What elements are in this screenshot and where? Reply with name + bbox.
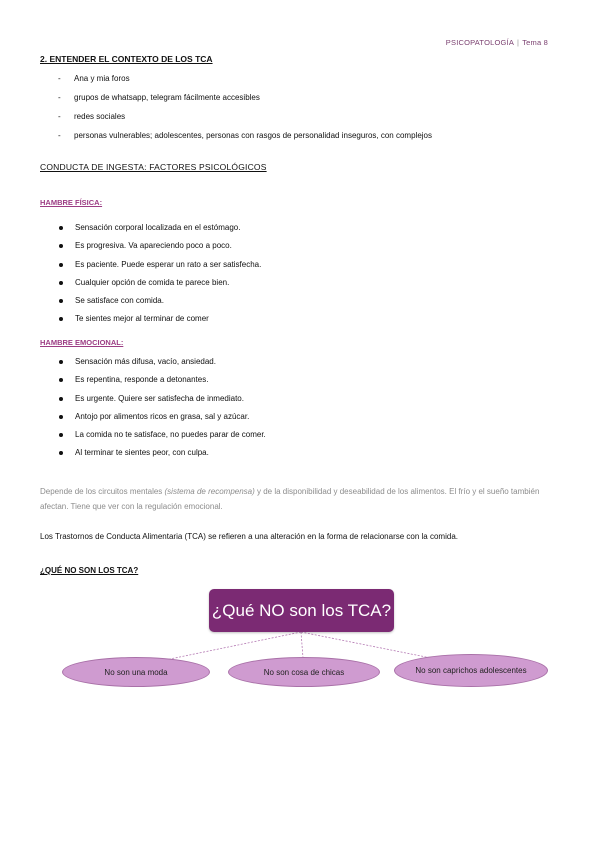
tca-definition: Los Trastornos de Conducta Alimentaria (TCA) se refieren a una alteración en la forma de relacionarse con la comida. — [40, 532, 458, 541]
hambre-emocional-list — [58, 357, 266, 467]
reward-text-end: y de la disponibilidad y deseabilidad de los alimentos. El frío y el sueño también afectan. Tiene que ver con la regulación emocional. — [40, 487, 540, 511]
list-item: - Ana y mia foros — [58, 74, 432, 93]
list-item: - personas vulnerables; adolescentes, personas con rasgos de personalidad inseguros, con complejos — [58, 131, 432, 150]
list-item: - redes sociales — [58, 112, 432, 131]
list-item: Sensación más difusa, vacío, ansiedad. — [58, 357, 266, 375]
section-title: 2. ENTENDER EL CONTEXTO DE LOS TCA — [40, 54, 213, 64]
hambre-fisica-label: HAMBRE FÍSICA: — [40, 198, 103, 207]
que-no-heading: ¿QUÉ NO SON LOS TCA? — [40, 566, 139, 575]
context-list — [58, 74, 432, 150]
hambre-emocional-label: HAMBRE EMOCIONAL: — [40, 338, 124, 347]
list-item: Te sientes mejor al terminar de comer — [58, 314, 261, 332]
diagram-node-caprichos: No son caprichos adolescentes — [394, 654, 548, 687]
list-item: Es repentina, responde a detonantes. — [58, 375, 266, 393]
diagram-node-chicas: No son cosa de chicas — [228, 657, 380, 687]
list-item: La comida no te satisface, no puedes parar de comer. — [58, 430, 266, 448]
page-header — [446, 38, 548, 47]
header-subject: PSICOPATOLOGÍA — [445, 38, 515, 47]
connector-line — [301, 632, 303, 658]
list-item: Se satisface con comida. — [58, 296, 261, 314]
reward-text-start: Depende de los circuitos mentales — [40, 487, 165, 496]
central-node: ¿Qué NO son los TCA? — [209, 589, 394, 632]
list-item: Es paciente. Puede esperar un rato a ser satisfecha. — [58, 260, 261, 278]
tca-diagram — [0, 580, 600, 700]
list-item: Es progresiva. Va apareciendo poco a poco. — [58, 241, 261, 259]
list-item: Antojo por alimentos ricos en grasa, sal y azúcar. — [58, 412, 266, 430]
list-item: Sensación corporal localizada en el estómago. — [58, 223, 261, 241]
list-item: Al terminar te sientes peor, con culpa. — [58, 448, 266, 466]
hambre-fisica-list — [58, 223, 261, 333]
ingesta-heading: CONDUCTA DE INGESTA: FACTORES PSICOLÓGICOS — [40, 162, 267, 172]
list-item: - grupos de whatsapp, telegram fácilmente accesibles — [58, 93, 432, 112]
list-item: Cualquier opción de comida te parece bien. — [58, 278, 261, 296]
reward-text-italic: (sistema de recompensa) — [164, 487, 255, 496]
header-topic: Tema 8 — [522, 38, 548, 47]
reward-paragraph — [40, 484, 558, 514]
diagram-node-moda: No son una moda — [62, 657, 210, 687]
header-separator: | — [517, 38, 520, 47]
list-item: Es urgente. Quiere ser satisfecha de inmediato. — [58, 394, 266, 412]
